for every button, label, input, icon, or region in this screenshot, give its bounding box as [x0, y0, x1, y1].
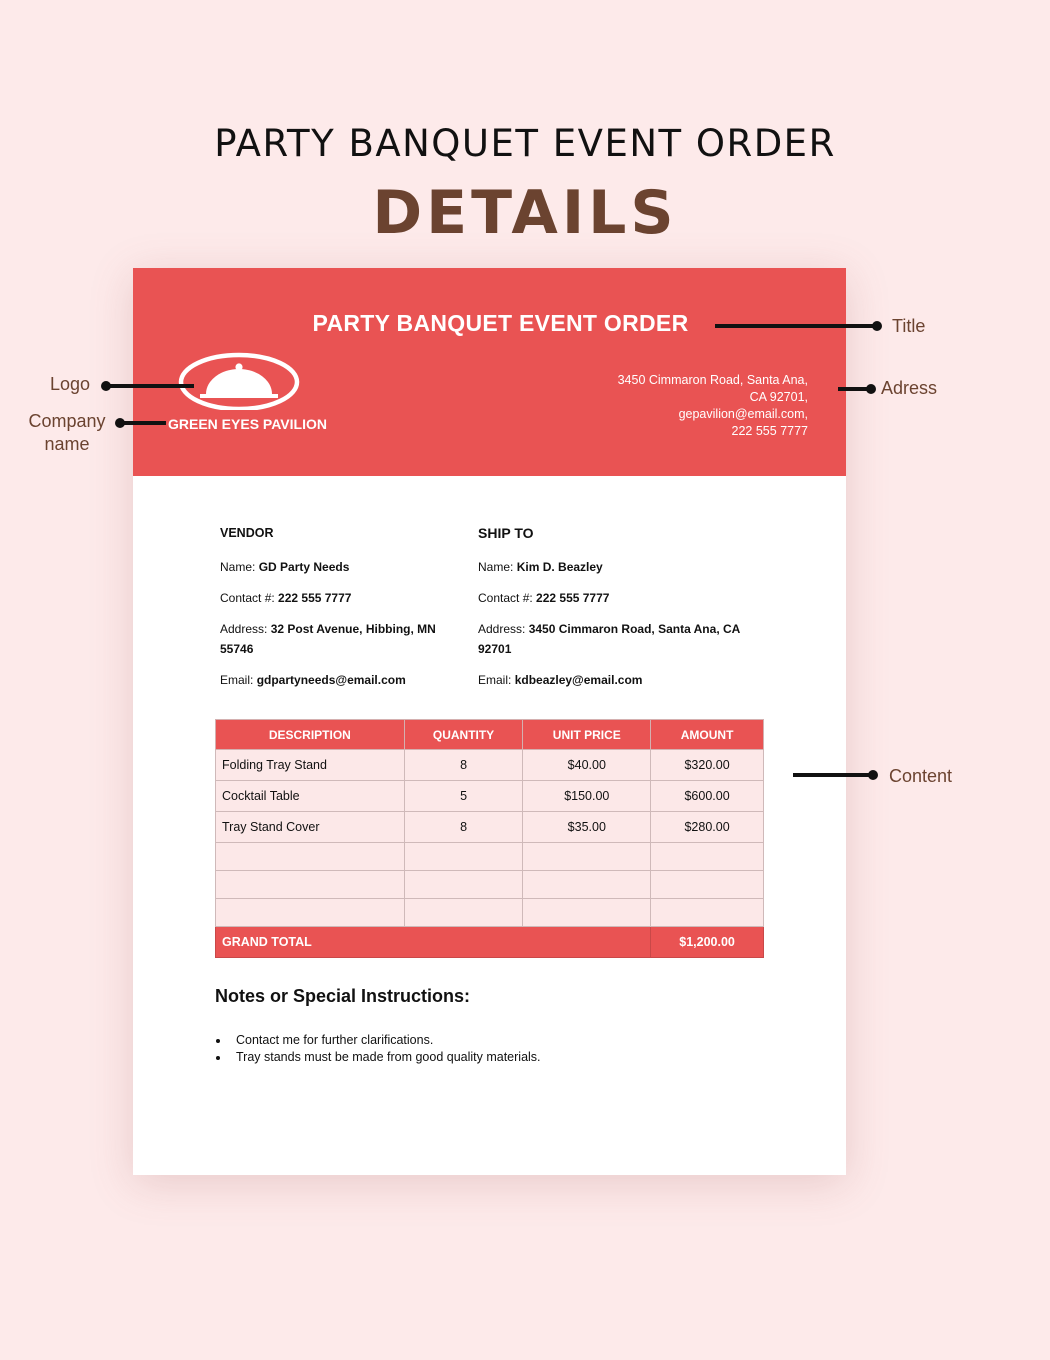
- cell-unit-price: $35.00: [523, 812, 651, 843]
- empty-cell: [216, 843, 405, 871]
- items-table: [215, 719, 764, 958]
- cell-amount: $320.00: [651, 750, 764, 781]
- grand-total-label: GRAND TOTAL: [216, 927, 651, 958]
- field-label: Address:: [220, 622, 268, 636]
- note-item: Contact me for further clarifications.: [215, 1032, 541, 1049]
- field-value: Kim D. Beazley: [516, 560, 603, 574]
- empty-cell: [651, 899, 764, 927]
- notes-list: [215, 1032, 541, 1066]
- order-document: [133, 268, 846, 1175]
- empty-table-row: [216, 899, 764, 927]
- empty-table-row: [216, 871, 764, 899]
- callout-address-dot: [866, 384, 876, 394]
- cell-unit-price: $150.00: [523, 781, 651, 812]
- callout-content-dot: [868, 770, 878, 780]
- callout-content-label: Content: [889, 766, 953, 786]
- field-label: Name:: [220, 560, 256, 574]
- column-header-unit-price: UNIT PRICE: [523, 720, 651, 750]
- address-line: 3450 Cimmaron Road, Santa Ana,: [617, 373, 808, 387]
- field-value: 222 555 7777: [278, 591, 352, 605]
- empty-cell: [523, 843, 651, 871]
- vendor-email: [220, 670, 460, 690]
- callout-address-label: Adress: [881, 378, 938, 398]
- field-value: 32 Post Avenue, Hibbing, MN: [270, 622, 436, 636]
- callout-company-line2: name: [44, 434, 90, 454]
- vendor-section: [220, 526, 460, 701]
- company-address: [618, 372, 808, 440]
- callout-logo-label: Logo: [50, 374, 91, 394]
- vendor-contact: [220, 588, 460, 608]
- field-value: 3450 Cimmaron Road, Santa Ana, CA: [528, 622, 741, 636]
- cloche-icon: [178, 350, 300, 410]
- cell-quantity: 8: [404, 750, 523, 781]
- vendor-address: [220, 619, 460, 659]
- empty-cell: [523, 899, 651, 927]
- table-row: [216, 812, 764, 843]
- empty-table-row: [216, 843, 764, 871]
- table-row: [216, 750, 764, 781]
- notes-title: Notes or Special Instructions:: [215, 986, 471, 1006]
- vendor-heading: VENDOR: [220, 526, 274, 540]
- callout-title-label: Title: [892, 316, 926, 336]
- column-header-quantity: QUANTITY: [404, 720, 523, 750]
- address-line: gepavilion@email.com,: [678, 407, 808, 421]
- hero-subtitle: DETAILS: [372, 178, 678, 248]
- address-line: 222 555 7777: [731, 424, 808, 438]
- ship-to-address: [478, 619, 768, 659]
- field-label: Address:: [478, 622, 526, 636]
- ship-to-heading: SHIP TO: [478, 525, 534, 541]
- empty-cell: [404, 899, 523, 927]
- field-label: Contact #:: [220, 591, 275, 605]
- ship-to-name: [478, 557, 768, 577]
- cell-description: Cocktail Table: [216, 781, 405, 812]
- ship-to-section: [478, 526, 768, 701]
- callout-content-line: [793, 773, 874, 777]
- cell-amount: $600.00: [651, 781, 764, 812]
- callout-company-line: [118, 421, 166, 425]
- cell-description: Tray Stand Cover: [216, 812, 405, 843]
- document-header: [133, 268, 846, 476]
- field-label: Email:: [478, 673, 512, 687]
- field-value: GD Party Needs: [258, 560, 350, 574]
- callout-logo-line: [104, 384, 194, 388]
- empty-cell: [404, 843, 523, 871]
- ship-to-contact: [478, 588, 768, 608]
- note-item: Tray stands must be made from good quality materials.: [215, 1049, 541, 1066]
- field-value: 92701: [478, 642, 512, 656]
- field-label: Name:: [478, 560, 514, 574]
- column-header-description: DESCRIPTION: [216, 720, 405, 750]
- field-value: kdbeazley@email.com: [514, 673, 643, 687]
- field-value: 222 555 7777: [536, 591, 610, 605]
- callout-company-dot: [115, 418, 125, 428]
- field-value: gdpartyneeds@email.com: [256, 673, 406, 687]
- empty-cell: [523, 871, 651, 899]
- cell-amount: $280.00: [651, 812, 764, 843]
- callout-title-line: [715, 324, 877, 328]
- field-label: Email:: [220, 673, 254, 687]
- empty-cell: [404, 871, 523, 899]
- ship-to-email: [478, 670, 768, 690]
- cell-quantity: 5: [404, 781, 523, 812]
- empty-cell: [651, 871, 764, 899]
- document-title: PARTY BANQUET EVENT ORDER: [312, 310, 689, 336]
- callout-title-dot: [872, 321, 882, 331]
- empty-cell: [651, 843, 764, 871]
- callout-company-line1: Company: [28, 411, 106, 431]
- field-label: Contact #:: [478, 591, 533, 605]
- grand-total-value: $1,200.00: [651, 927, 764, 958]
- callout-company-label: [24, 410, 110, 456]
- field-value: 55746: [220, 642, 254, 656]
- address-line: CA 92701,: [749, 390, 808, 404]
- grand-total-row: [216, 927, 764, 958]
- column-header-amount: AMOUNT: [651, 720, 764, 750]
- table-row: [216, 781, 764, 812]
- company-name: GREEN EYES PAVILION: [168, 416, 327, 432]
- empty-cell: [216, 899, 405, 927]
- table-header-row: [216, 720, 764, 750]
- cell-quantity: 8: [404, 812, 523, 843]
- callout-logo-dot: [101, 381, 111, 391]
- vendor-name: [220, 557, 460, 577]
- hero-title: PARTY BANQUET EVENT ORDER: [214, 122, 836, 165]
- cell-unit-price: $40.00: [523, 750, 651, 781]
- empty-cell: [216, 871, 405, 899]
- cell-description: Folding Tray Stand: [216, 750, 405, 781]
